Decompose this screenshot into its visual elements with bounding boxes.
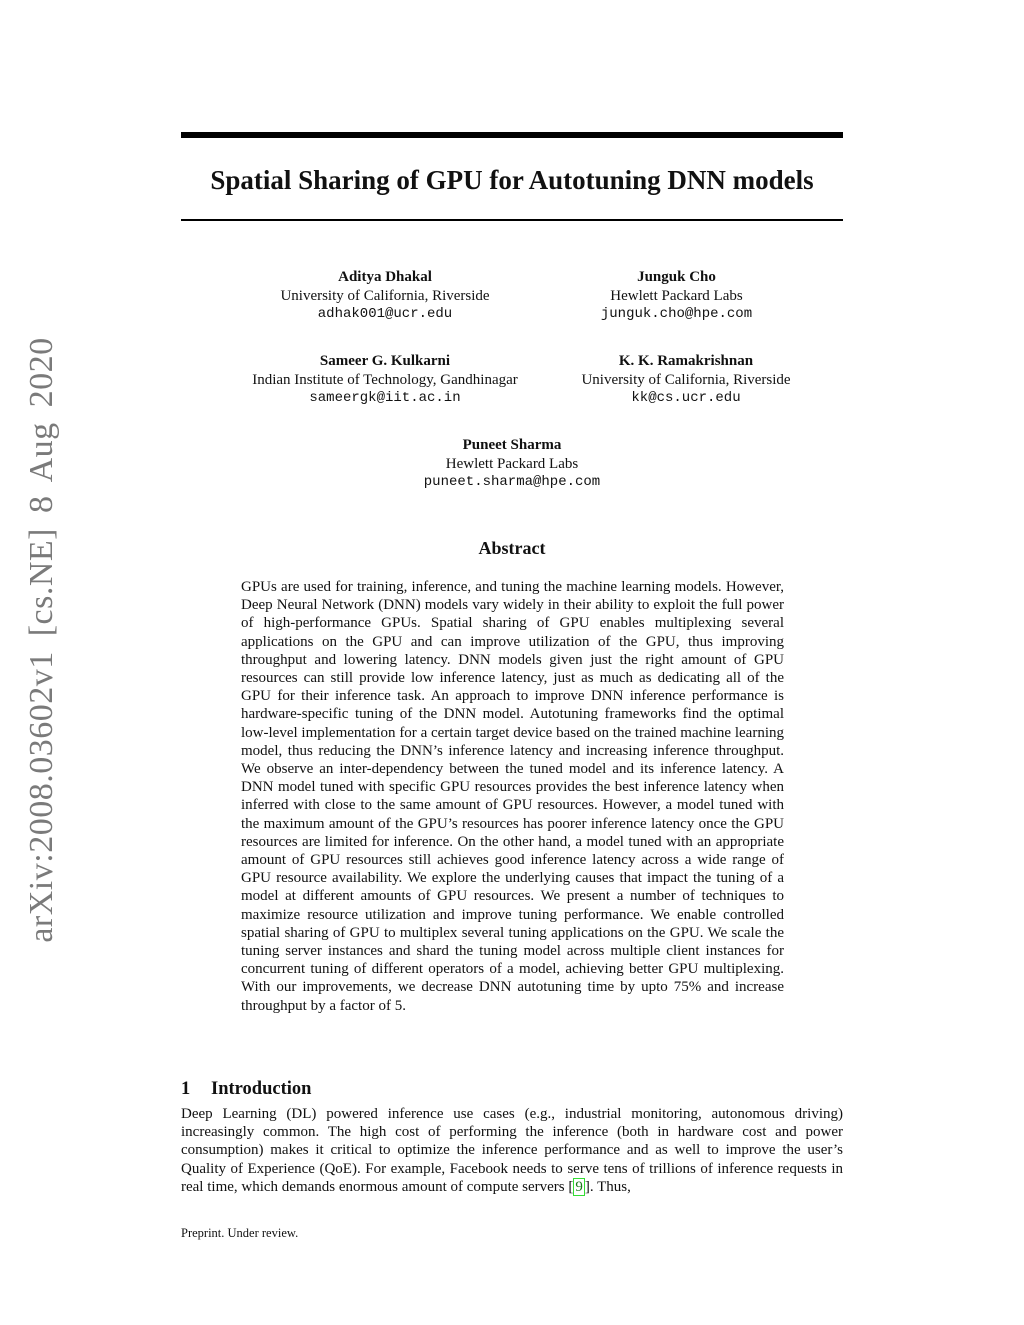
introduction-text: Deep Learning (DL) powered inference use cases (e.g., industrial monitoring, autonomous driving) increasingly common. The high cost of performing the inference (both in hardware cost and power consumption) makes it critical to optimize the inference performance and as well to improve the user’s Quality of Experience (QoE). For example, Facebook needs to serve tens of trillions of inference requests in real time, which demands enormous amount of compute servers [181,1106,843,1195]
arxiv-identifier-stamp: arXiv:2008.03602v1 [cs.NE] 8 Aug 2020 [23,337,60,943]
author-email[interactable]: adhak001@ucr.edu [317,306,453,322]
section-number: 1 [181,1079,191,1099]
author-block [555,268,798,324]
author-name: K. K. Ramakrishnan [618,353,754,369]
paper-title: Spatial Sharing of GPU for Autotuning DNN models [210,165,814,195]
introduction-paragraph [181,1105,843,1196]
author-affiliation: University of California, Riverside [280,287,490,304]
abstract-text: GPUs are used for training, inference, and tuning the machine learning models. However, Deep Neural Network (DNN) models vary widely in their ability to exploit the full power of high-performance GPUs. Spatial sharing of GPU enables multiplexing several applications on the GPU and can improve utilization of the GPU, thus improving throughput and lowering latency. DNN models given just the right amount of GPU resources can still provide low inference latency, just as much as dedicating all of the GPU for their inference task. An approach to improve DNN inference performance is hardware-specific tuning of the DNN model. Autotuning frameworks find the optimal low-level implementation for a certain target device based on the trained machine learning model, thus reducing the DNN’s inference latency and increasing inference throughput. We observe an inter-dependency between the tuned model and its inference latency. A DNN model tuned with specific GPU resources provides the best inference latency when inferred with close to the same amount of GPU resources. However, a model tuned with the maximum amount of the GPU’s resources has poorer inference latency once the GPU resources are limited for inference. On the other hand, a model tuned with an appropriate amount of GPU resources still achieves good inference latency across a wide range of GPU resource availability. We explore the underlying causes that impact the tuning of a model at different amounts of GPU resources. We present a number of techniques to maximize resource utilization and improve tuning performance. We enable controlled spatial sharing of GPU to multiplex several tuning applications on the GPU. We scale the tuning server instances and shard the tuning model across multiple client instances for concurrent tuning of different operators of a model, achieving better GPU multiplexing. With our improvements, we decrease DNN autotuning time by upto 75% and increase throughput by a factor of 5. [241,579,784,1014]
title-bottom-rule [181,219,843,221]
author-block [205,352,565,408]
author-email[interactable]: puneet.sharma@hpe.com [423,474,601,490]
author-email[interactable]: junguk.cho@hpe.com [600,306,753,322]
author-affiliation: Hewlett Packard Labs [610,287,743,304]
author-block [555,352,817,408]
author-block [233,268,537,324]
author-affiliation: Indian Institute of Technology, Gandhinagar [252,371,518,388]
abstract-heading: Abstract [478,538,546,558]
section-heading [181,1077,311,1101]
author-name: Junguk Cho [637,269,716,285]
author-name: Aditya Dhakal [338,269,432,285]
author-name: Sameer G. Kulkarni [319,353,451,369]
citation-close-bracket: ] [584,1178,590,1195]
introduction-text-continued: . Thus, [589,1178,631,1195]
section-title: Introduction [211,1079,312,1099]
author-block [392,436,632,492]
author-affiliation: University of California, Riverside [581,371,791,388]
citation-link[interactable]: 9 [575,1178,583,1195]
author-affiliation: Hewlett Packard Labs [445,455,579,472]
preprint-footer: Preprint. Under review. [181,1226,299,1240]
author-email[interactable]: kk@cs.ucr.edu [631,390,741,406]
author-email[interactable]: sameergk@iit.ac.in [309,390,461,406]
author-name: Puneet Sharma [462,437,562,453]
title-top-rule [181,132,843,138]
citation-open-bracket: [ [568,1178,574,1195]
